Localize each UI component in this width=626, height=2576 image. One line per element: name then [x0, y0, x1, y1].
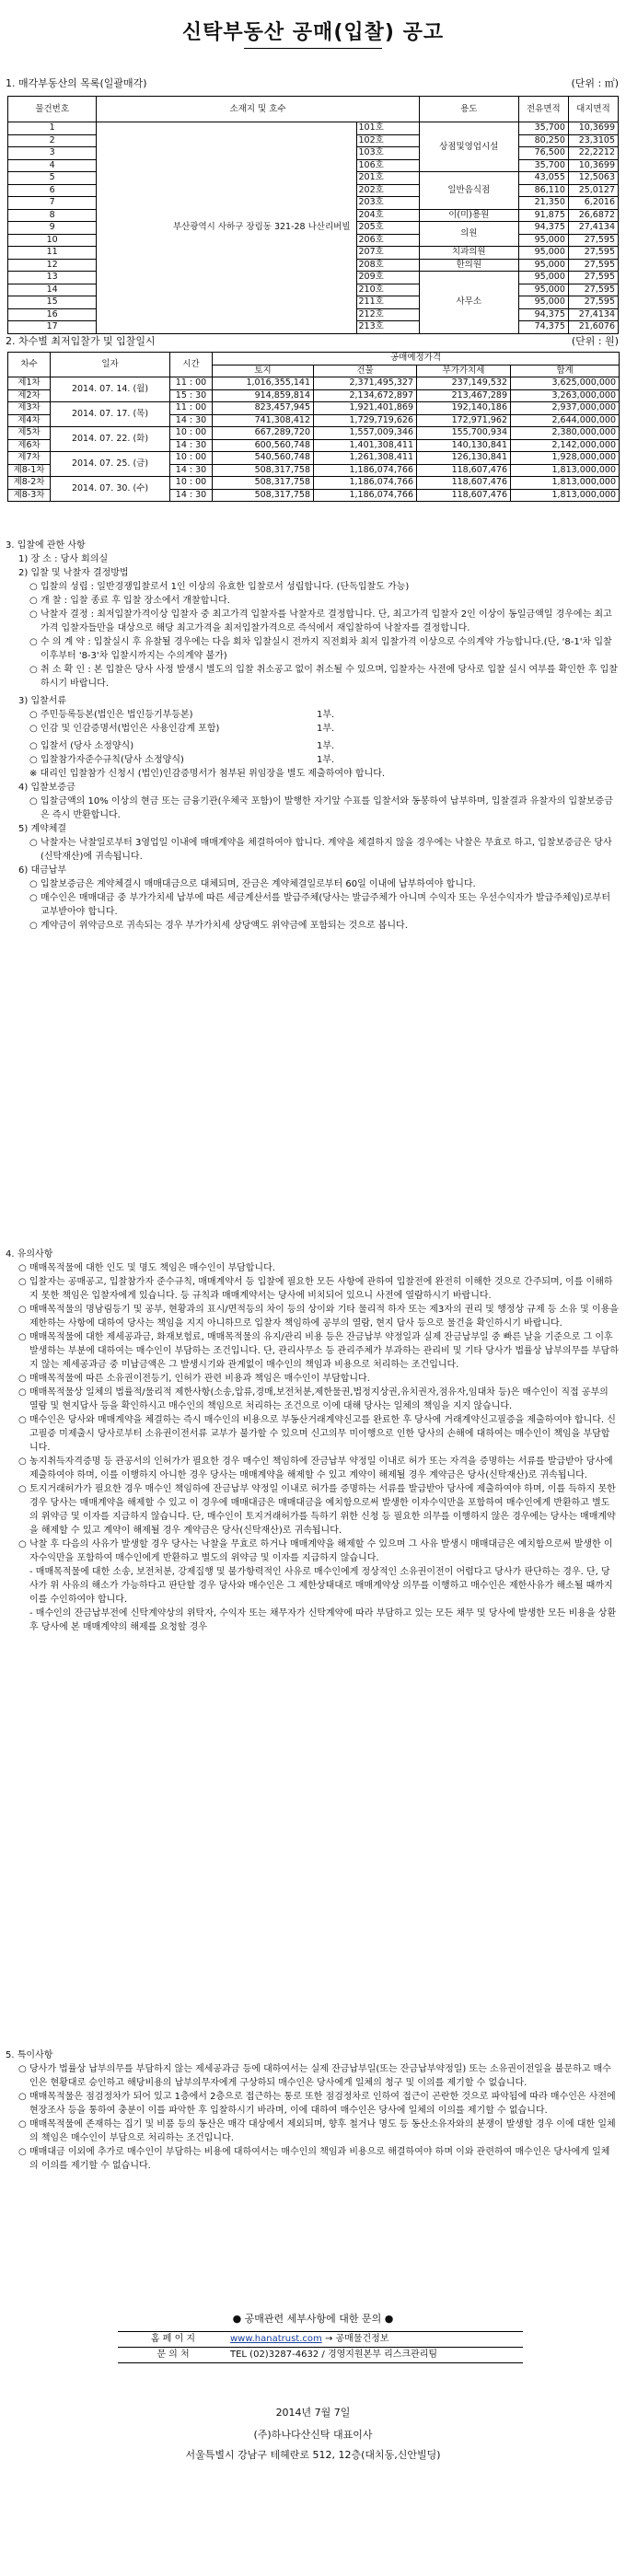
cell-area: 94,375: [518, 308, 568, 321]
col-header: 토지: [213, 365, 314, 377]
cell-use: 상점및영업시설: [419, 122, 518, 172]
cell-land: 10,3699: [568, 159, 618, 172]
cell-unit: 106호: [356, 159, 419, 172]
cell-time: 10 : 00: [170, 427, 213, 440]
bid-method-item: ○ 개 찰 : 입찰 종료 후 입찰 장소에서 개찰합니다.: [29, 596, 230, 606]
cell-area: 95,000: [518, 284, 568, 296]
cell-no: 2: [8, 134, 97, 147]
homepage-path: → 공매물건정보: [324, 2334, 389, 2344]
cell-land: 27,4134: [568, 222, 618, 235]
cell-land: 12,5063: [568, 172, 618, 185]
bid-method-item: ○ 입찰의 성립 : 일반경쟁입찰로서 1인 이상의 유효한 입찰로서 성립합니다. (단독입찰도 가능): [29, 582, 410, 592]
cell-area: 80,250: [518, 134, 568, 147]
inquiry-value: TEL (02)3287-4632 / 경영지원본부 리스크관리팀: [228, 2348, 523, 2363]
cell-land: 21,6076: [568, 321, 618, 334]
bid-docs-heading: 3) 입찰서류: [18, 696, 67, 706]
bid-method-item: ○ 낙찰자 결정 : 최저입찰가격이상 입찰자 중 최고가격 입찰자를 낙찰자로 결정합니다. 단, 최고가격 입찰자 2인 이상이 동일금액일 경우에는 최고가격 입찰자들만을 대상으로 해당 최고가격을 최저입찰가격으로 즉석에서 재입찰하여 낙찰자를 결정합니다.: [29, 609, 612, 633]
section-1-unit: (단위 : ㎡): [571, 77, 619, 89]
section-bidding: [6, 539, 619, 933]
cell-total: 2,142,000,000: [511, 439, 620, 452]
footer-company: (주)하나다산신탁 대표이사: [253, 2429, 373, 2441]
caution-sub-item: - 매매목적물에 대한 소송, 보전처분, 강제집행 및 불가항력적인 사유로 매수인에게 정상적인 소유권이전이 어렵다고 당사가 판단하는 경우. 단, 당사가 위 사유의 해소가 가능하다고 판단할 경우 당사와 매수인은 그 제한상태대로 매매계약상 의무를 이행하고 매수인은 제한사유가 해소될 때까지 이를 수인하여야 합니다.: [29, 1567, 613, 1605]
homepage-label: 홈 페 이 지: [118, 2332, 228, 2348]
cell-land: 27,595: [568, 272, 618, 284]
cell-land: 25,0127: [568, 184, 618, 197]
cell-vat: 213,467,289: [417, 389, 511, 402]
caution-item: ○ 낙찰 후 다음의 사유가 발생할 경우 당사는 낙찰을 무효로 하거나 매매계약을 해제할 수 있으며 그 사유 발생시 매매대금은 예치함으로써 발생한 이자수익만을 포함하여 매수인에게 반환하고 별도의 위약금 및 이자를 지급하지 않습니다.: [18, 1539, 613, 1563]
section-5-heading: 5. 특이사항: [6, 2050, 53, 2060]
bid-method-heading: 2) 입찰 및 낙찰자 결정방법: [18, 568, 129, 578]
cell-use: 의원: [419, 222, 518, 247]
cell-total: 2,937,000,000: [511, 402, 620, 415]
table-row: [8, 402, 620, 415]
deposit-heading: 4) 입찰보증금: [18, 783, 75, 793]
cell-round: 제8-1차: [8, 464, 51, 477]
cell-land-price: 667,289,720: [213, 427, 314, 440]
payment-item: ○ 입찰보증금은 계약체결시 매매대금으로 대체되며, 잔금은 계약체결일로부터 60일 이내에 납부하여야 합니다.: [29, 879, 476, 889]
contract-heading: 5) 계약체결: [18, 824, 67, 834]
cell-land: 10,3699: [568, 122, 618, 135]
doc-title: 신탁부동산 공매(입찰) 공고: [181, 21, 445, 44]
col-header: 공매예정가격: [213, 353, 620, 366]
cell-bldg-price: 2,371,495,327: [314, 377, 417, 390]
cell-area: 21,350: [518, 197, 568, 210]
cell-no: 13: [8, 272, 97, 284]
cell-land: 26,6872: [568, 209, 618, 222]
footer-address: 서울특별시 강남구 테헤란로 512, 12층(대치동,신안빌딩): [185, 2449, 441, 2461]
section-4-heading: 4. 유의사항: [6, 1249, 53, 1259]
cell-no: 16: [8, 308, 97, 321]
title-underline: [244, 48, 382, 49]
col-header: 전유면적: [518, 97, 568, 122]
special-item: ○ 매매목적물에 존재하는 집기 및 비품 등의 동산은 매각 대상에서 제외되며, 향후 철거나 명도 등 동산소유자와의 분쟁이 발생할 경우 이에 대한 일체의 책임은 매수인이 부담으로 처리하는 조건입니다.: [18, 2119, 616, 2143]
cell-area: 35,700: [518, 159, 568, 172]
col-header: 합계: [511, 365, 620, 377]
special-item: ○ 당사가 법률상 납부의무를 부담하지 않는 제세공과금 등에 대하여서는 실제 잔금납부일(또는 잔금납부약정일) 또는 소유권이전일을 불문하고 매수인은 현황대로 승인하고 해당비용의 납부의무자에게 구상하되 매수인은 당사에게 일체의 청구 및 이의를 제기할 수 없습니다.: [18, 2064, 611, 2088]
section-2-unit: (단위 : 원): [571, 335, 619, 347]
cell-area: 43,055: [518, 172, 568, 185]
cell-area: 86,110: [518, 184, 568, 197]
cell-vat: 192,140,186: [417, 402, 511, 415]
col-header: 부가가치세: [417, 365, 511, 377]
cell-use: 한의원: [419, 259, 518, 272]
contact-lead: ● 공매관련 세부사항에 대한 문의 ●: [232, 2313, 394, 2325]
cell-no: 10: [8, 234, 97, 247]
cell-time: 10 : 00: [170, 477, 213, 490]
cell-area: 95,000: [518, 259, 568, 272]
cell-time: 11 : 00: [170, 402, 213, 415]
section-property-list: [0, 75, 626, 334]
cell-land: 27,595: [568, 259, 618, 272]
cell-land: 6,2016: [568, 197, 618, 210]
cell-round: 제3차: [8, 402, 51, 415]
section-3-heading: 3. 입찰에 관한 사항: [6, 540, 86, 551]
cell-use: 치과의원: [419, 247, 518, 260]
cell-time: 10 : 00: [170, 452, 213, 465]
contract-text: ○ 낙찰자는 낙찰일로부터 3영업일 이내에 매매계약을 체결하여야 합니다. 계약을 체결하지 않을 경우에는 낙찰은 무효로 하고, 입찰보증금은 당사(신탁재산)에 귀속됩니다.: [29, 838, 612, 862]
cell-bldg-price: 1,921,401,869: [314, 402, 417, 415]
homepage-link[interactable]: www.hanatrust.com: [230, 2334, 322, 2344]
col-header: 용도: [419, 97, 518, 122]
col-header: 시간: [170, 353, 213, 377]
cell-land: 27,595: [568, 296, 618, 309]
cell-time: 14 : 30: [170, 489, 213, 502]
cell-time: 14 : 30: [170, 464, 213, 477]
cell-bldg-price: 1,557,009,346: [314, 427, 417, 440]
table-row: [8, 427, 620, 440]
property-table: [7, 96, 619, 334]
cell-vat: 172,971,962: [417, 414, 511, 427]
cell-land-price: 508,317,758: [213, 464, 314, 477]
caution-item: ○ 매매목적물상 일체의 법률적/물리적 제한사항(소송,압류,경매,보전처분,제한물권,법정지상권,유치권자,점유자,임대차 등)은 매수인이 직접 공부의 열람 및 현지답사 등을 확인하시고 매수인의 책임으로 처리하는 조건으로 이에 대해 당사는 일체의 책임을 지지 않습니다.: [18, 1387, 609, 1411]
section-special: [6, 2048, 619, 2173]
cell-round: 제1차: [8, 377, 51, 390]
cell-date: 2014. 07. 22. (화): [51, 427, 170, 452]
bid-doc-item: ○ 인감 및 인감증명서(법인은 사용인감계 포함) 1부.: [29, 724, 335, 734]
caution-item: ○ 매매목적물의 명남림등기 및 공부, 현황과의 표시/면적등의 차이 등의 상이와 기타 물리적 하자 또는 제3자의 권리 및 행정상 규제 등 소유 및 이용을 제한하는 사항에 대하여 당사는 책임을 지지 아니하므로 입찰자 책임하에 공부의 열람, 현지 답사 등으로 물건을 확인하시기 바랍니다.: [18, 1305, 619, 1329]
caution-item: ○ 매매목적물에 대한 제세공과금, 화재보험료, 매매목적물의 유지/관리 비용 등은 잔금납부 약정일과 실제 잔금납부일 중 빠른 날을 기준으로 그 이후 발생하는 부분에 대하여는 매수인이 부담하는 조건입니다. 단, 관리사무소 등 관리주체가 부과하는 관리비 및 기타 당사가 법률상 납부의무를 부담하지 않는 제세공과금 중 미납금액은 그 발생시기와 관계없이 매수인의 책임과 비용으로 처리하는 조건입니다.: [18, 1332, 619, 1370]
col-header: 건물: [314, 365, 417, 377]
bid-docs-note: ※ 대리인 입찰참가 신청시 (법인)인감증명서가 첨부된 위임장을 별도 제출하여야 합니다.: [29, 769, 386, 779]
caution-item: ○ 매수인은 당사와 매매계약을 체결하는 즉시 매수인의 비용으로 부동산거래계약신고를 완료한 후 당사에 거래계약신고필증을 제출하여야 합니다. 신고필증 미제출시 당사로부터 소유권이전서류 교부가 불가할 수 있으며 신고의무 미이행으로 인한 당사의 손해에 대하여는 매수인이 책임을 부담합니다.: [18, 1415, 616, 1453]
payment-heading: 6) 대금납부: [18, 865, 67, 876]
cell-unit: 101호: [356, 122, 419, 135]
cell-round: 제7차: [8, 452, 51, 465]
cell-total: 1,813,000,000: [511, 489, 620, 502]
cell-total: 3,625,000,000: [511, 377, 620, 390]
cell-location: 부산광역시 사하구 장림동 321-28 나산리버빌: [97, 122, 356, 334]
cell-round: 제2차: [8, 389, 51, 402]
cell-no: 6: [8, 184, 97, 197]
caution-item: ○ 토지거래허가가 필요한 경우 매수인 책임하에 잔금납부 약정일 이내로 허가를 증명하는 서류를 발급받아 당사에 제출하여야 하며, 이를 득하지 못한 경우 당사는 매매계약을 해제할 수 있고 이 경우에 매매대금은 매매대금을 예치함으로써 발생한 이자수익만을 포함하여 매수인에게 반환하고 별도의 위약금 및 이자를 지급하지 않습니다. 단, 매수인이 토지거래허가를 득하기 위한 신청 등 필요한 의무를 이행하지 않은 경우에는 당사는 매매계약을 해제할 수 있고 계약이 해제될 경우 계약금은 당사(신탁재산)로 귀속됩니다.: [18, 1484, 616, 1536]
cell-area: 74,375: [518, 321, 568, 334]
cell-land: 27,595: [568, 284, 618, 296]
col-header: 일자: [51, 353, 170, 377]
caution-item: ○ 매매목적물에 따른 소유권이전등기, 인허가 관련 비용과 책임은 매수인이 부담합니다.: [18, 1374, 370, 1384]
cell-land: 27,595: [568, 234, 618, 247]
cell-bldg-price: 1,401,308,411: [314, 439, 417, 452]
cell-unit: 205호: [356, 222, 419, 235]
cell-no: 5: [8, 172, 97, 185]
cell-time: 14 : 30: [170, 414, 213, 427]
cell-no: 14: [8, 284, 97, 296]
cell-no: 8: [8, 209, 97, 222]
cell-vat: 237,149,532: [417, 377, 511, 390]
cell-vat: 140,130,841: [417, 439, 511, 452]
special-item: ○ 매매목적물은 점검정차가 되어 있고 1층에서 2층으로 접근하는 통로 또한 점검정차로 인하여 접근이 곤란한 것으로 파악됨에 따라 매수인은 사전에 현장조사 등을 통하여 충분이 이를 파악한 후 입찰하시기 바라며, 이에 대하여 매수인은 당사에 일체의 이의를 제기할 수 없습니다.: [18, 2092, 616, 2116]
cell-no: 12: [8, 259, 97, 272]
cell-area: 95,000: [518, 247, 568, 260]
cell-round: 제4차: [8, 414, 51, 427]
section-schedule: [0, 333, 626, 502]
cell-use: 사무소: [419, 272, 518, 334]
cell-total: 1,813,000,000: [511, 464, 620, 477]
cell-total: 1,813,000,000: [511, 477, 620, 490]
cell-round: 제8-3차: [8, 489, 51, 502]
cell-land: 23,3105: [568, 134, 618, 147]
cell-unit: 201호: [356, 172, 419, 185]
cell-round: 제6차: [8, 439, 51, 452]
special-item: ○ 매매대금 이외에 추가로 매수인이 부담하는 비용에 대하여서는 매수인의 책임과 비용으로 해결하여야 하며 이와 관련하여 매수인은 당사에게 일체의 이의를 제기할 수 없습니다.: [18, 2147, 610, 2171]
cell-land-price: 741,308,412: [213, 414, 314, 427]
cell-land-price: 600,560,748: [213, 439, 314, 452]
section-cautions: [6, 1247, 619, 1634]
cell-unit: 213호: [356, 321, 419, 334]
cell-unit: 202호: [356, 184, 419, 197]
cell-time: 15 : 30: [170, 389, 213, 402]
cell-land: 22,2212: [568, 147, 618, 160]
cell-vat: 118,607,476: [417, 477, 511, 490]
cell-date: 2014. 07. 17. (목): [51, 402, 170, 427]
cell-no: 15: [8, 296, 97, 309]
cell-no: 17: [8, 321, 97, 334]
cell-bldg-price: 2,134,672,897: [314, 389, 417, 402]
col-header: 소재지 및 호수: [97, 97, 419, 122]
schedule-table: [7, 352, 620, 502]
cell-no: 11: [8, 247, 97, 260]
deposit-text: ○ 입찰금액의 10% 이상의 현금 또는 금융기관(우체국 포함)이 발행한 자기앞 수표를 입찰서와 동봉하여 납부하며, 입찰결과 유찰자의 입찰보증금은 즉시 반환합니다.: [29, 796, 613, 820]
cell-land-price: 823,457,945: [213, 402, 314, 415]
cell-date: 2014. 07. 30. (수): [51, 477, 170, 502]
cell-no: 7: [8, 197, 97, 210]
cell-area: 76,500: [518, 147, 568, 160]
cell-total: 1,928,000,000: [511, 452, 620, 465]
table-row: [8, 452, 620, 465]
cell-area: 95,000: [518, 272, 568, 284]
cell-vat: 126,130,841: [417, 452, 511, 465]
cell-unit: 103호: [356, 147, 419, 160]
cell-unit: 210호: [356, 284, 419, 296]
bid-place: 1) 장 소 : 당사 회의실: [18, 554, 109, 564]
cell-time: 11 : 00: [170, 377, 213, 390]
cell-date: 2014. 07. 14. (월): [51, 377, 170, 402]
cell-round: 제8-2차: [8, 477, 51, 490]
cell-total: 2,380,000,000: [511, 427, 620, 440]
cell-unit: 102호: [356, 134, 419, 147]
cell-use: 이(미)용원: [419, 209, 518, 222]
cell-vat: 155,700,934: [417, 427, 511, 440]
cell-date: 2014. 07. 25. (금): [51, 452, 170, 477]
cell-area: 95,000: [518, 234, 568, 247]
caution-item: ○ 농지취득자격증명 등 관공서의 인허가가 필요한 경우 매수인 책임하에 잔금납부 약정일 이내로 허가 또는 자격을 증명하는 서류를 발급받아 당사에 제출하여야 하며, 이를 이행하지 아니한 경우 당사는 매매계약을 해제할 수 있고 계약이 해제될 경우 계약금은 당사(신탁재산)로 귀속됩니다.: [18, 1456, 613, 1480]
cell-land-price: 508,317,758: [213, 477, 314, 490]
section-1-heading: 1. 매각부동산의 목록(일괄매각): [6, 77, 147, 89]
bid-method-item: ○ 취 소 확 인 : 본 입찰은 당사 사정 발생시 별도의 입찰 취소공고 없이 취소될 수 있으며, 입찰자는 사전에 당사로 입찰 실시 여부를 확인한 후 입찰하시기 바랍니다.: [29, 665, 618, 689]
section-2-heading: 2. 차수별 최저입찰가 및 입찰일시: [6, 335, 156, 347]
cell-unit: 206호: [356, 234, 419, 247]
cell-use: 일반음식점: [419, 172, 518, 210]
cell-bldg-price: 1,261,308,411: [314, 452, 417, 465]
cell-unit: 209호: [356, 272, 419, 284]
cell-land-price: 508,317,758: [213, 489, 314, 502]
caution-item: ○ 매매목적물에 대한 인도 및 명도 책임은 매수인이 부담합니다.: [18, 1263, 275, 1273]
bid-method-item: ○ 수 의 계 약 : 입찰실시 후 유찰될 경우에는 다음 회차 입찰실시 전까지 직전회차 최저 입찰가격 이상으로 수의계약 가능합니다.(단, '8-1'차 입찰 이후부터 '8-3'차 입찰시까지는 수의계약 불가): [29, 637, 612, 661]
col-header: 물건번호: [8, 97, 97, 122]
bid-doc-item: ○ 입찰참가자준수규칙(당사 소정양식) 1부.: [29, 755, 335, 765]
bid-doc-item: ○ 주민등록등본(법인은 법인등기부등본) 1부.: [29, 710, 335, 720]
cell-unit: 211호: [356, 296, 419, 309]
cell-no: 3: [8, 147, 97, 160]
payment-item: ○ 계약금이 위약금으로 귀속되는 경우 부가가치세 상당액도 위약금에 포함되는 것으로 봅니다.: [29, 921, 408, 931]
cell-round: 제5차: [8, 427, 51, 440]
caution-sub-item: - 매수인의 잔금납부전에 신탁계약상의 위탁자, 수익자 또는 채무자가 신탁계약에 따라 부담하고 있는 모든 채무 및 당사에 발생한 모든 비용을 상환 후 당사에 본 매매계약의 해제를 요청할 경우: [29, 1608, 617, 1632]
bid-doc-item: ○ 입찰서 (당사 소정양식) 1부.: [29, 741, 335, 751]
cell-land: 27,4134: [568, 308, 618, 321]
cell-land: 27,595: [568, 247, 618, 260]
payment-item: ○ 매수인은 매매대금 중 부가가치세 납부에 따른 세금계산서를 발급주체(당사는 발급주체가 아니며 수익자 또는 우선수익자가 발급주체임)로부터 교부받아야 합니다.: [29, 893, 611, 917]
table-row: [8, 477, 620, 490]
cell-total: 2,644,000,000: [511, 414, 620, 427]
cell-vat: 118,607,476: [417, 464, 511, 477]
cell-no: 4: [8, 159, 97, 172]
inquiry-label: 문 의 처: [118, 2348, 228, 2363]
cell-total: 3,263,000,000: [511, 389, 620, 402]
cell-unit: 203호: [356, 197, 419, 210]
cell-area: 35,700: [518, 122, 568, 135]
contact-table: [118, 2331, 523, 2363]
cell-bldg-price: 1,186,074,766: [314, 464, 417, 477]
cell-time: 14 : 30: [170, 439, 213, 452]
cell-area: 95,000: [518, 296, 568, 309]
table-row: [8, 122, 619, 135]
cell-unit: 204호: [356, 209, 419, 222]
cell-vat: 118,607,476: [417, 489, 511, 502]
cell-bldg-price: 1,186,074,766: [314, 477, 417, 490]
cell-land-price: 540,560,748: [213, 452, 314, 465]
footer-date: 2014년 7월 7일: [275, 2407, 351, 2419]
cell-bldg-price: 1,729,719,626: [314, 414, 417, 427]
cell-unit: 207호: [356, 247, 419, 260]
cell-area: 94,375: [518, 222, 568, 235]
cell-unit: 212호: [356, 308, 419, 321]
cell-unit: 208호: [356, 259, 419, 272]
cell-no: 9: [8, 222, 97, 235]
caution-item: ○ 입찰자는 공매공고, 입찰참가자 준수규칙, 매매계약서 등 입찰에 필요한 모든 사항에 관하여 입찰전에 완전히 이해한 것으로 간주되며, 이를 이해하지 못한 책임은 입찰자에게 있습니다. 등 규칙과 매매계약서는 당사에 비치되어 있으니 사전에 열람하시기 바랍니다.: [18, 1277, 613, 1301]
cell-land-price: 1,016,355,141: [213, 377, 314, 390]
cell-no: 1: [8, 122, 97, 135]
cell-bldg-price: 1,186,074,766: [314, 489, 417, 502]
table-row: [8, 377, 620, 390]
col-header: 차수: [8, 353, 51, 377]
col-header: 대지면적: [568, 97, 618, 122]
cell-area: 91,875: [518, 209, 568, 222]
cell-land-price: 914,859,814: [213, 389, 314, 402]
